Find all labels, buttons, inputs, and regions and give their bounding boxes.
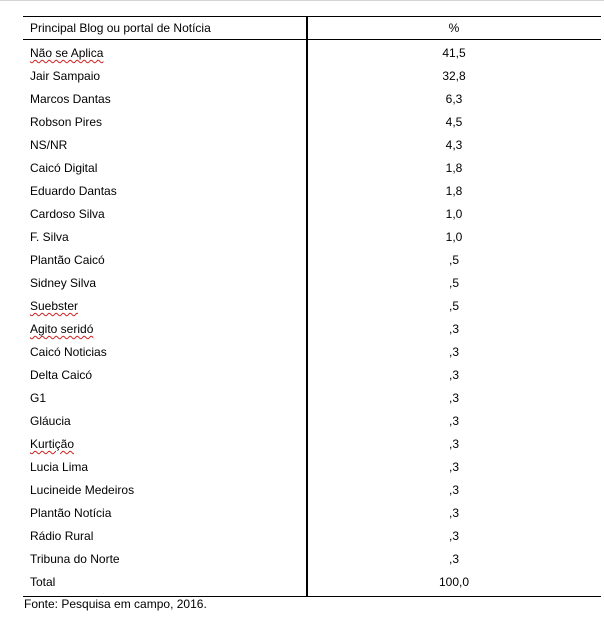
percent-cell: ,3 — [448, 322, 459, 336]
page-top-border — [0, 0, 604, 1]
percent-cell: 41,5 — [442, 46, 466, 60]
blog-name-cell: NS/NR — [30, 138, 68, 152]
table-row — [23, 320, 601, 343]
table-row — [23, 67, 601, 90]
percent-cell: ,3 — [448, 414, 459, 428]
blog-name-cell: Gláucia — [30, 414, 71, 428]
blog-name-cell: Sidney Silva — [30, 276, 97, 290]
table-row — [23, 251, 601, 274]
table-row — [23, 44, 601, 67]
blog-name-cell: Plantão Caicó — [30, 253, 105, 267]
percent-cell: 4,5 — [445, 115, 463, 129]
table-row — [23, 113, 601, 136]
percent-cell: ,3 — [448, 483, 459, 497]
table-row — [23, 435, 601, 458]
table-row — [23, 389, 601, 412]
table-row — [23, 527, 601, 550]
table-row — [23, 182, 601, 205]
table-row — [23, 205, 601, 228]
percent-cell: ,5 — [448, 276, 459, 290]
blog-name-cell: Plantão Notícia — [30, 506, 112, 520]
percent-cell: ,3 — [448, 460, 459, 474]
blog-name-cell: F. Silva — [30, 230, 69, 244]
table-row — [23, 274, 601, 297]
spellcheck-underlined-text: Não se Aplica — [30, 46, 104, 60]
spellcheck-underlined-text: Kurtição — [30, 437, 75, 451]
blog-name-cell: Marcos Dantas — [30, 92, 111, 106]
blog-name-cell: Robson Pires — [30, 115, 103, 129]
blog-name-cell — [30, 322, 93, 336]
column-divider — [306, 16, 308, 597]
table-row — [23, 481, 601, 504]
table-row — [23, 412, 601, 435]
header-percent-column: % — [448, 21, 460, 35]
table-row — [23, 136, 601, 159]
percent-cell: 1,0 — [445, 230, 463, 244]
percent-cell: ,5 — [448, 253, 459, 267]
blog-name-cell: Caicó Noticias — [30, 345, 107, 359]
percent-cell: 6,3 — [445, 92, 463, 106]
source-footnote: Fonte: Pesquisa em campo, 2016. — [24, 597, 207, 611]
percent-cell: ,3 — [448, 529, 459, 543]
blog-name-cell: Delta Caicó — [30, 368, 93, 382]
percent-cell: ,3 — [448, 506, 459, 520]
percent-cell: ,3 — [448, 345, 459, 359]
blog-name-cell: G1 — [30, 391, 47, 405]
blog-name-cell: Lucia Lima — [30, 460, 89, 474]
blog-name-cell: Eduardo Dantas — [30, 184, 117, 198]
table-row — [23, 504, 601, 527]
percent-cell: ,3 — [448, 552, 459, 566]
percent-cell: 1,8 — [445, 161, 463, 175]
table-header-row — [23, 16, 601, 40]
blog-name-cell: Jair Sampaio — [30, 69, 101, 83]
blog-name-cell — [30, 299, 78, 313]
percent-cell: 1,8 — [445, 184, 463, 198]
table-total-row — [23, 573, 601, 596]
table-row — [23, 458, 601, 481]
table-row — [23, 550, 601, 573]
blog-name-cell: Rádio Rural — [30, 529, 94, 543]
percent-cell: 32,8 — [442, 69, 466, 83]
percent-cell: ,3 — [448, 391, 459, 405]
table-row — [23, 297, 601, 320]
percent-cell: ,3 — [448, 437, 459, 451]
table-row — [23, 90, 601, 113]
spellcheck-underlined-text: Agito seridó — [30, 322, 94, 336]
blog-name-cell: Total — [30, 575, 56, 589]
blog-name-cell — [30, 46, 103, 60]
table-row — [23, 228, 601, 251]
blog-name-cell — [30, 437, 74, 451]
spellcheck-underlined-text: Suebster — [30, 299, 79, 313]
percent-cell: ,3 — [448, 368, 459, 382]
header-blog-column: Principal Blog ou portal de Notícia — [30, 21, 211, 35]
percent-cell: 4,3 — [445, 138, 463, 152]
table-body — [23, 40, 601, 596]
table-row — [23, 366, 601, 389]
blog-name-cell: Caicó Digital — [30, 161, 98, 175]
table-row — [23, 343, 601, 366]
percent-cell: 100,0 — [438, 575, 470, 589]
blog-name-cell: Tribuna do Norte — [30, 552, 120, 566]
data-table — [23, 16, 601, 597]
blog-name-cell: Cardoso Silva — [30, 207, 105, 221]
blog-name-cell: Lucineide Medeiros — [30, 483, 135, 497]
percent-cell: 1,0 — [445, 207, 463, 221]
percent-cell: ,5 — [448, 299, 459, 313]
table-row — [23, 159, 601, 182]
